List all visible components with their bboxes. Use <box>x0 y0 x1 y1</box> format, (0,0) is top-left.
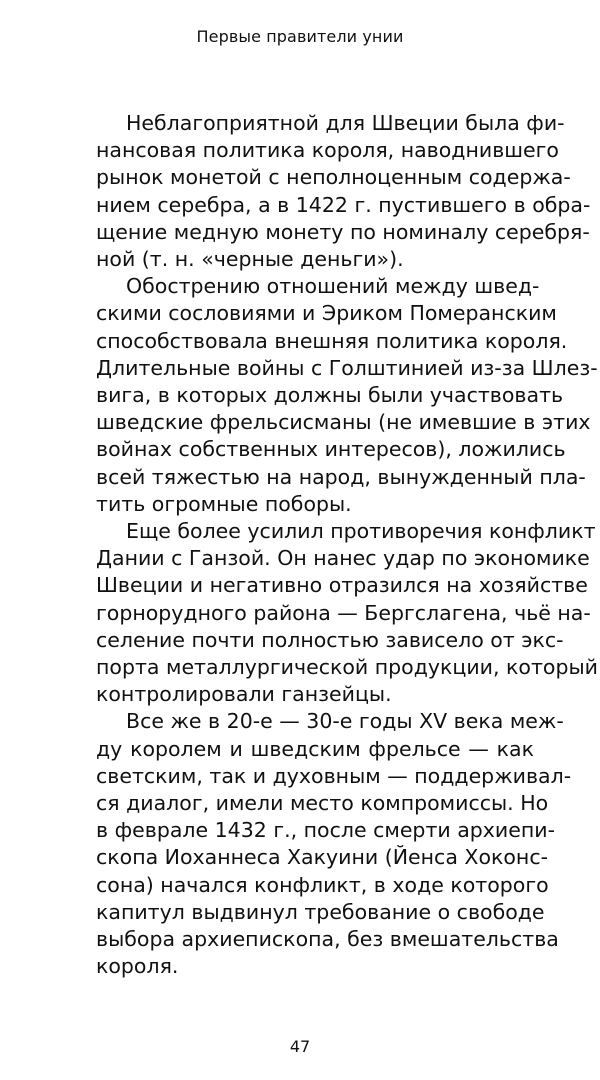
text-line: способствовала внешняя политика короля. <box>96 328 568 353</box>
text-line: щение медную монету по номиналу серебря- <box>96 219 590 244</box>
page-body <box>66 110 598 981</box>
text-line: ду королем и шведским фрельсе — как <box>96 736 534 761</box>
text-line: тить огромные поборы. <box>96 491 352 516</box>
text-line: Все же в 20-е — 30-е годы XV века меж- <box>126 709 564 734</box>
text-line: рынок монетой с неполноценным содержа- <box>96 165 571 190</box>
paragraph <box>66 518 598 708</box>
text-line: порта металлургической продукции, который <box>96 655 598 680</box>
paragraph <box>66 110 591 273</box>
text-line: ной (т. н. «черные деньги»). <box>96 247 404 272</box>
text-line: нансовая политика короля, наводнившего <box>96 138 559 163</box>
text-line: Неблагоприятной для Швеции была фи- <box>126 111 565 135</box>
paragraph <box>66 273 598 518</box>
text-line: ся диалог, имели место компромиссы. Но <box>96 791 549 816</box>
paragraph <box>66 708 572 980</box>
text-line: шведские фрельсисманы (не имевшие в этих <box>96 410 591 435</box>
text-line: в феврале 1432 г., после смерти архиепи- <box>96 818 555 843</box>
text-line: контролировали ганзейцы. <box>96 682 392 707</box>
page-number: 47 <box>289 1037 311 1056</box>
text-line: Еще более усилил противоречия конфликт <box>126 519 596 544</box>
text-line: короля. <box>96 954 179 979</box>
text-line: всей тяжестью на народ, вынужденный пла- <box>96 464 586 489</box>
text-line: выбора архиепископа, без вмешательства <box>96 927 559 952</box>
text-line: селение почти полностью зависело от экс- <box>96 627 564 652</box>
text-line: скими сословиями и Эриком Померанским <box>96 301 557 326</box>
text-line: Длительные войны с Голштинией из-за Шлез- <box>96 355 598 380</box>
text-line: вига, в которых должны были участвовать <box>96 383 564 408</box>
text-line: Обострению отношений между швед- <box>126 274 540 299</box>
text-line: Швеции и негативно отразился на хозяйстве <box>96 573 588 598</box>
text-line: капитул выдвинул требование о свободе <box>96 899 545 924</box>
text-line: светским, так и духовным — поддерживал- <box>96 763 572 788</box>
text-line: скопа Иоханнеса Хакуини (Йенса Хоконс- <box>96 845 548 870</box>
text-line: горнорудного района — Бергслагена, чьё на- <box>96 600 591 625</box>
text-line: Дании с Ганзой. Он нанес удар по экономике <box>96 546 590 571</box>
text-line: сона) начался конфликт, в ходе которого <box>96 872 549 897</box>
running-title: Первые правители унии <box>196 27 404 46</box>
text-line: нием серебра, а в 1422 г. пустившего в обра- <box>96 192 591 217</box>
text-line: войнах собственных интересов), ложились <box>96 437 566 462</box>
